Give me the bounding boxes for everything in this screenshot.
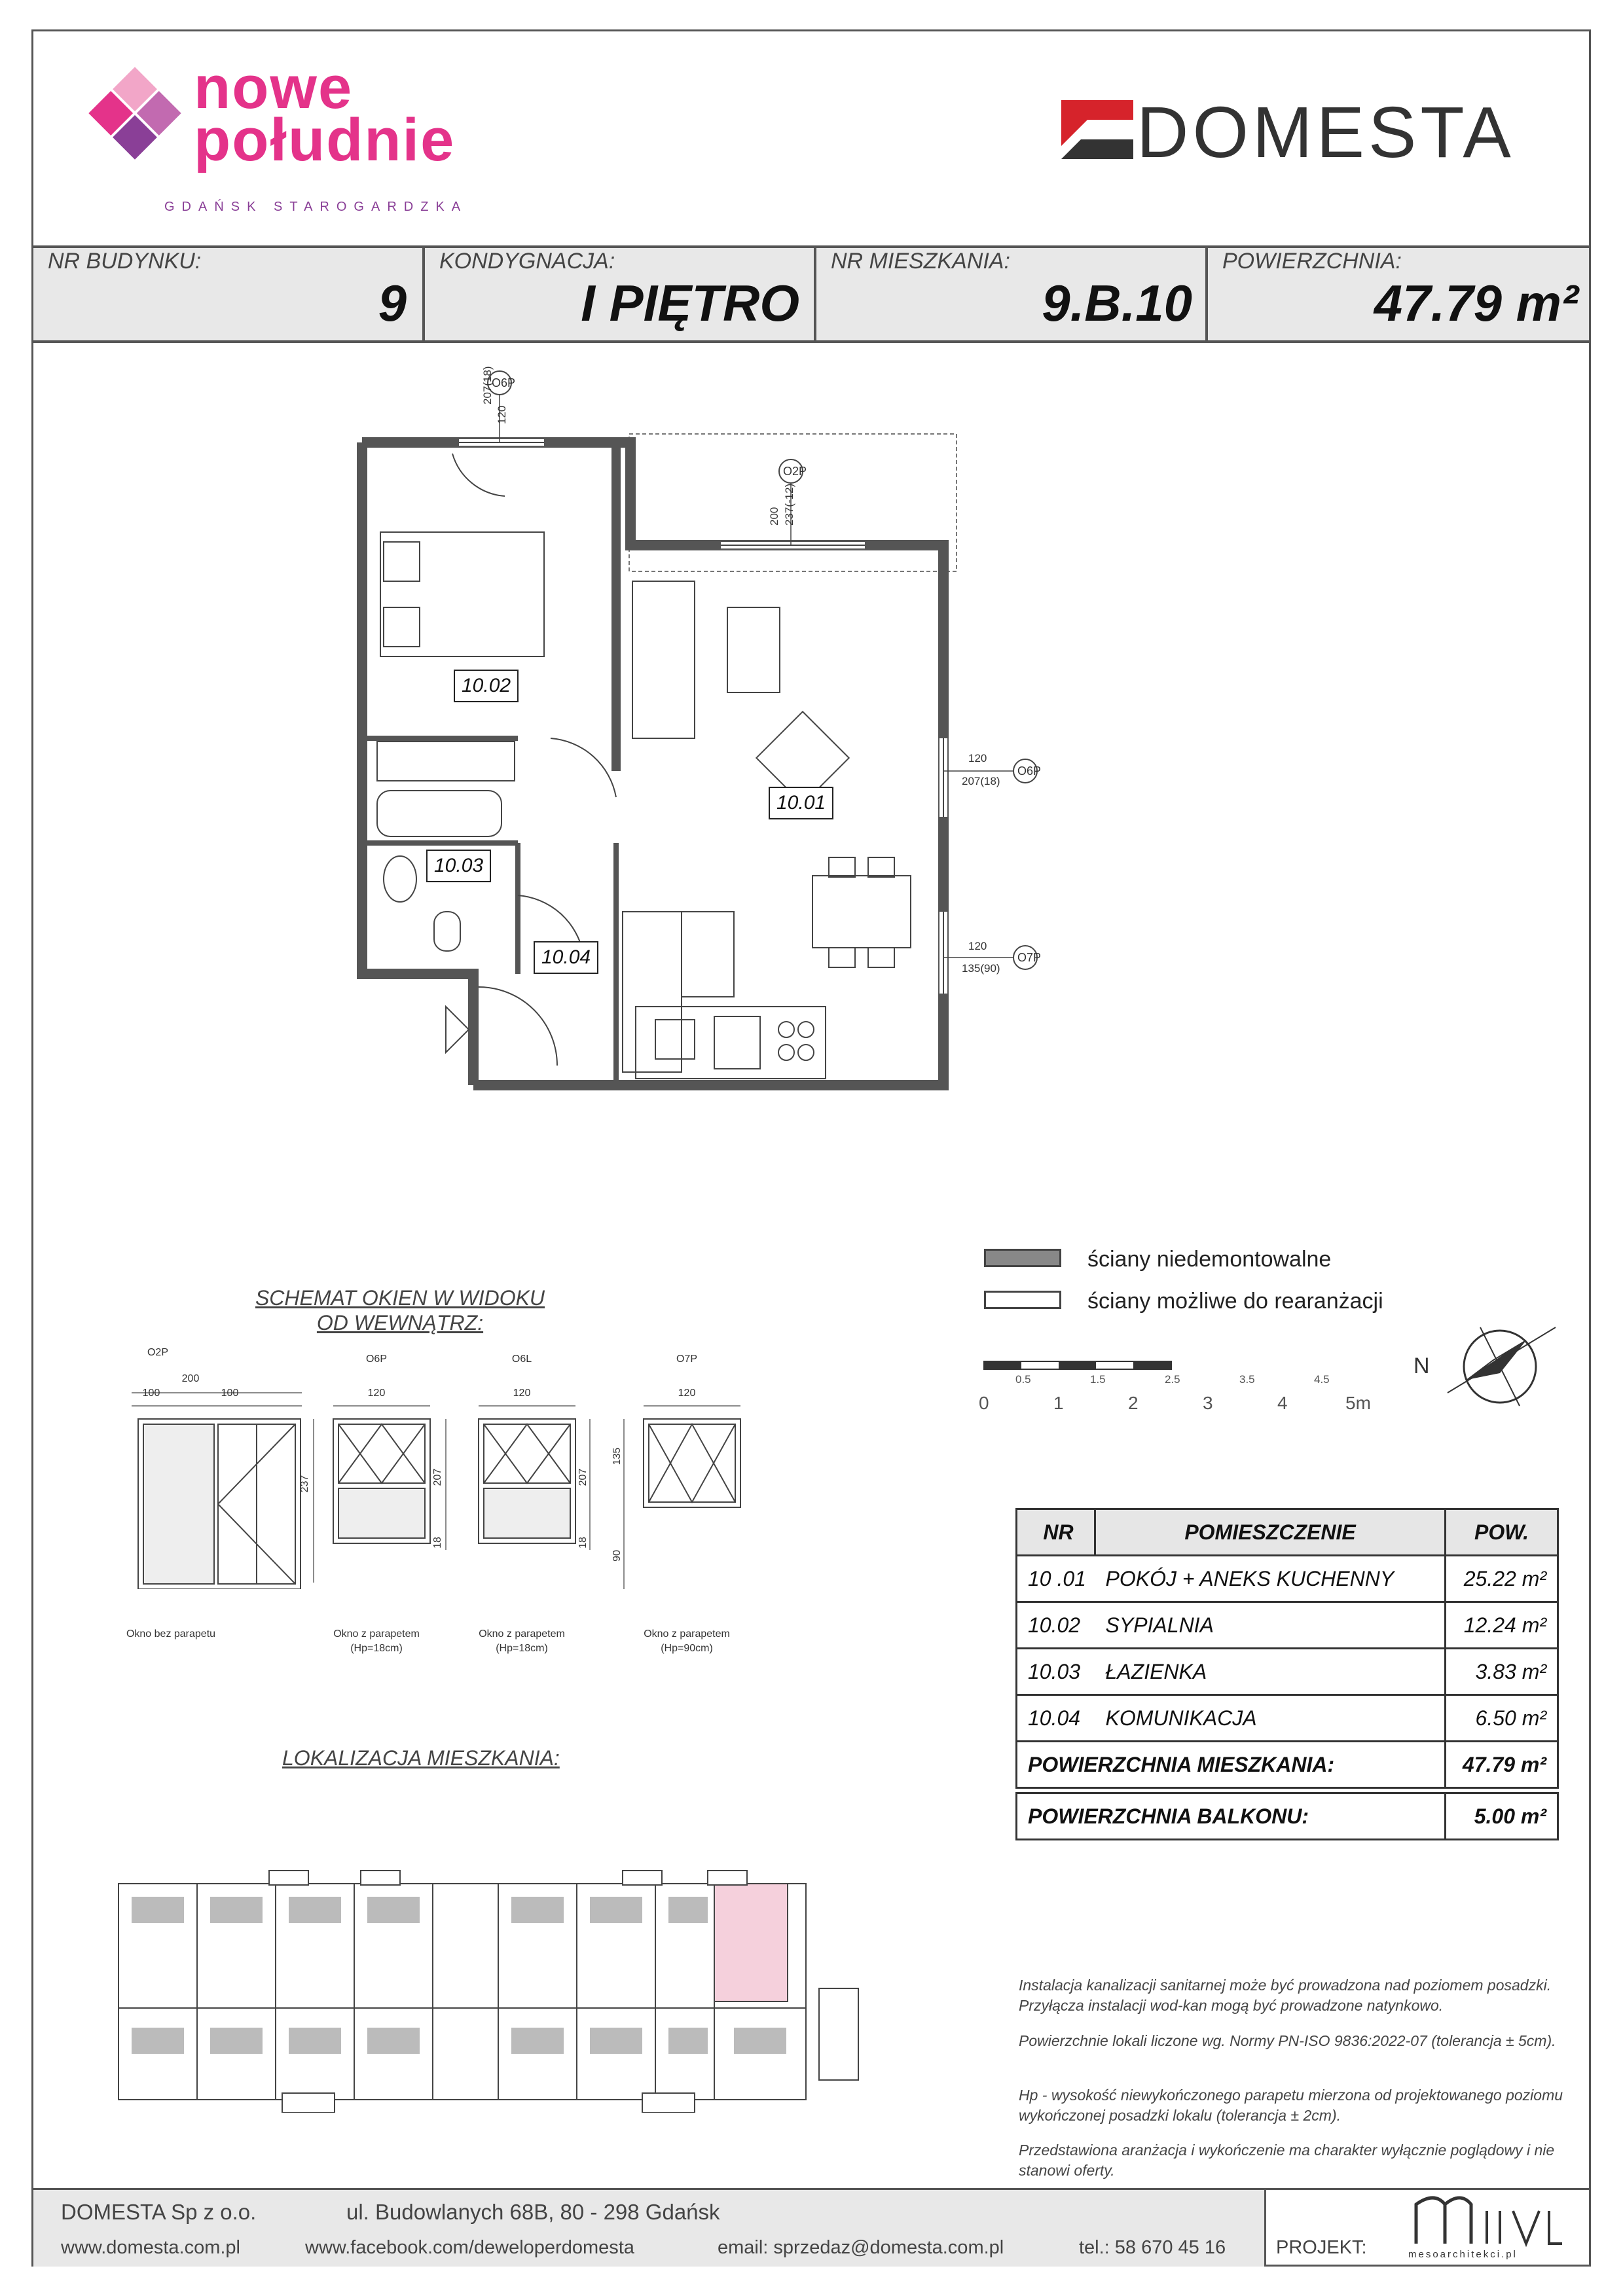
legend-rearrange-walls: ściany możliwe do rearanżacji	[1087, 1289, 1383, 1314]
total-label: POWIERZCHNIA MIESZKANIA:	[1017, 1742, 1446, 1788]
logo-line2: południe	[194, 107, 456, 173]
window-caption2-o6p: (Hp=18cm)	[350, 1643, 403, 1654]
window-caption-o6l: Okno z parapetem	[479, 1628, 565, 1640]
balcony-label: POWIERZCHNIA BALKONU:	[1017, 1793, 1446, 1840]
scale-bar	[983, 1360, 1173, 1373]
room-label-10-03: 10.03	[426, 850, 491, 882]
room-label-10-02: 10.02	[454, 670, 519, 702]
table-header	[1017, 1509, 1558, 1556]
window-sill-o6l: 18	[577, 1537, 589, 1549]
window-tag-top-h: 207(18)	[481, 366, 494, 404]
footer-facebook-link[interactable]: www.facebook.com/deweloperdomesta	[305, 2237, 634, 2258]
window-split1-o2p: 100	[142, 1388, 160, 1399]
footer-vdivider	[1264, 2190, 1266, 2267]
table-row	[1017, 1649, 1558, 1695]
window-sill-o7p: 90	[611, 1550, 623, 1562]
window-tag-top-w: 120	[496, 405, 508, 424]
north-label: N	[1413, 1354, 1430, 1378]
building-label: NR BUDYNKU:	[48, 249, 202, 274]
window-width-o6p: 120	[367, 1388, 386, 1399]
window-code-o6p: O6P	[365, 1354, 387, 1365]
area-value: 47.79 m²	[1374, 274, 1578, 332]
table-row	[1017, 1556, 1558, 1602]
note-arrangement: Przedstawiona aranżacja i wykończenie ma charakter wyłącznie poglądowy i nie stanowi oferty.	[1019, 2142, 1555, 2179]
svg-text:O6P: O6P	[1017, 764, 1042, 778]
row-nr: 10.02	[1017, 1602, 1095, 1649]
meso-logo-icon	[1408, 2191, 1565, 2250]
footer-address: ul. Budowlanych 68B, 80 - 298 Gdańsk	[346, 2200, 720, 2224]
svg-text:O6P: O6P	[492, 376, 516, 389]
row-nr: 10.04	[1017, 1695, 1095, 1742]
window-caption2-o7p: (Hp=90cm)	[661, 1643, 713, 1654]
apartment-label: NR MIESZKANIA:	[831, 249, 1010, 274]
window-height-o6l: 207	[577, 1468, 589, 1486]
scale-major-0: 0	[979, 1393, 989, 1413]
room-label-10-01: 10.01	[769, 787, 833, 819]
balcony-value: 5.00 m²	[1446, 1793, 1558, 1840]
footer-web-link[interactable]: www.domesta.com.pl	[61, 2237, 240, 2258]
page-frame	[31, 29, 1591, 2267]
window-code-o6l: O6L	[511, 1354, 532, 1365]
footer-company: DOMESTA Sp z o.o.	[61, 2200, 257, 2224]
location-title: LOKALIZACJA MIESZKANIA:	[282, 1746, 560, 1770]
note-sewage: Instalacja kanalizacji sanitarnej może być prowadzona nad poziomem posadzki. Przyłącza instalacji wod-kan mogą być prowadzone natynkowo.	[1019, 1977, 1552, 2014]
header-nr: NR	[1017, 1509, 1095, 1556]
row-name: ŁAZIENKA	[1095, 1649, 1446, 1695]
window-tag-right1-h: 207(18)	[962, 775, 1000, 787]
row-nr: 10.03	[1017, 1649, 1095, 1695]
legend-swatch-rearrange	[984, 1291, 1061, 1309]
window-height-o6p: 207	[432, 1468, 443, 1486]
architect-url: mesoarchitekci.pl	[1408, 2249, 1518, 2260]
total-value: 47.79 m²	[1446, 1742, 1558, 1788]
legend-fixed-walls: ściany niedemontowalne	[1087, 1247, 1332, 1272]
window-width-o7p: 120	[678, 1388, 696, 1399]
window-height-o2p: 237	[299, 1475, 310, 1493]
footer-email-link[interactable]: email: sprzedaz@domesta.com.pl	[718, 2237, 1004, 2258]
window-tag-right1-w: 120	[968, 752, 987, 764]
svg-text:O7P: O7P	[1017, 951, 1042, 964]
row-area: 12.24 m²	[1446, 1602, 1558, 1649]
apartment-value: 9.B.10	[1042, 274, 1192, 332]
window-tag-balcony-h: 237(-12)	[783, 483, 795, 526]
row-name: SYPIALNIA	[1095, 1602, 1446, 1649]
scale-major-3: 3	[1203, 1393, 1213, 1413]
window-tag-balcony-w: 200	[768, 507, 780, 526]
scale-major-1: 1	[1053, 1393, 1064, 1413]
window-caption-o7p: Okno z parapetem	[644, 1628, 730, 1640]
building-value: 9	[378, 274, 407, 332]
scale-minor-4: 4.5	[1314, 1373, 1330, 1386]
window-caption-o6p: Okno z parapetem	[333, 1628, 420, 1640]
row-area: 3.83 m²	[1446, 1649, 1558, 1695]
scale-major-2: 2	[1128, 1393, 1139, 1413]
footer-project-label: PROJEKT:	[1276, 2237, 1367, 2258]
window-split2-o2p: 100	[221, 1388, 239, 1399]
window-width-o6l: 120	[513, 1388, 531, 1399]
area-label: POWIERZCHNIA:	[1222, 249, 1402, 274]
header-area: POW.	[1446, 1509, 1558, 1556]
row-nr: 10 .01	[1017, 1556, 1095, 1602]
window-caption2-o6l: (Hp=18cm)	[496, 1643, 548, 1654]
scale-minor-2: 2.5	[1165, 1373, 1180, 1386]
total-row	[1017, 1742, 1558, 1788]
note-area-standard: Powierzchnie lokali liczone wg. Normy PN-ISO 9836:2022-07 (tolerancja ± 5cm).	[1019, 2032, 1556, 2049]
scale-major-5: 5m	[1345, 1393, 1371, 1413]
row-name: KOMUNIKACJA	[1095, 1695, 1446, 1742]
scale-minor-0: 0.5	[1015, 1373, 1031, 1386]
window-code-o2p: O2P	[147, 1347, 168, 1358]
windows-title-2: OD WEWNĄTRZ:	[316, 1311, 484, 1335]
scale-minor-1: 1.5	[1090, 1373, 1106, 1386]
window-caption-o2p: Okno bez parapetu	[126, 1628, 216, 1640]
table-gap	[1017, 1788, 1558, 1793]
legend-swatch-fixed	[984, 1249, 1061, 1267]
balcony-row	[1017, 1793, 1558, 1840]
scale-major-4: 4	[1277, 1393, 1288, 1413]
table-row	[1017, 1602, 1558, 1649]
location-plan	[105, 1844, 891, 2113]
scale-minor-3: 3.5	[1239, 1373, 1255, 1386]
window-code-o7p: O7P	[676, 1354, 697, 1365]
window-height-o7p: 135	[611, 1447, 623, 1465]
window-sill-o6p: 18	[432, 1537, 443, 1549]
svg-text:O2P: O2P	[783, 465, 807, 478]
floor-label: KONDYGNACJA:	[439, 249, 615, 274]
window-tag-right2-h: 135(90)	[962, 962, 1000, 975]
note-sill-height: Hp - wysokość niewykończonego parapetu mierzona od projektowanego poziomu wykończonej posadzki lokalu (tolerancja ± 2cm).	[1019, 2087, 1563, 2124]
domesta-wordmark: DOMESTA	[1137, 92, 1515, 173]
row-name: POKÓJ + ANEKS KUCHENNY	[1095, 1556, 1446, 1602]
rooms-table	[1015, 1508, 1559, 1840]
row-area: 6.50 m²	[1446, 1695, 1558, 1742]
room-label-10-04: 10.04	[534, 941, 598, 974]
table-row	[1017, 1695, 1558, 1742]
windows-title-1: SCHEMAT OKIEN W WIDOKU	[255, 1286, 545, 1310]
window-width-o2p: 200	[181, 1373, 200, 1384]
logo-line1: nowe	[194, 54, 354, 121]
header-room: POMIESZCZENIE	[1095, 1509, 1446, 1556]
logo-tagline: GDAŃSK STAROGARDZKA	[164, 200, 468, 214]
footer-phone: tel.: 58 670 45 16	[1079, 2237, 1226, 2258]
window-tag-right2-w: 120	[968, 940, 987, 952]
floor-value: I PIĘTRO	[581, 274, 799, 332]
row-area: 25.22 m²	[1446, 1556, 1558, 1602]
